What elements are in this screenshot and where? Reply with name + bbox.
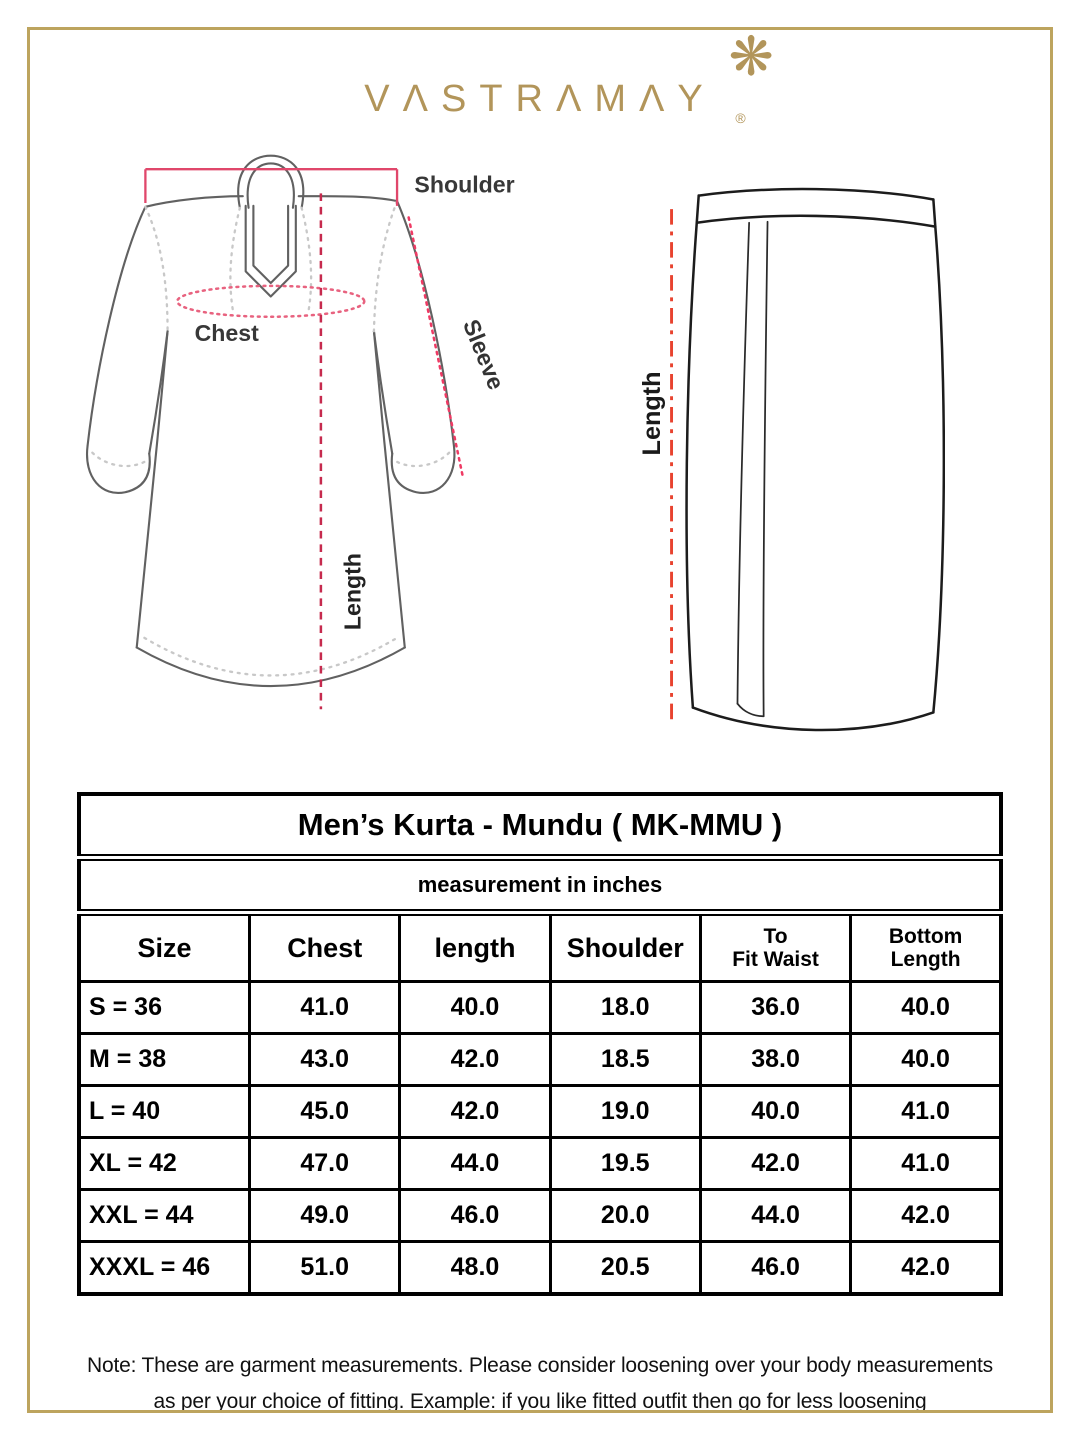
cell-chest: 49.0 [250,1190,400,1242]
cell-to-fit-waist: 42.0 [700,1138,850,1190]
cell-bottom-length: 40.0 [851,982,1001,1034]
cell-size: XXL = 44 [79,1190,250,1242]
cell-to-fit-waist: 40.0 [700,1086,850,1138]
cell-to-fit-waist: 38.0 [700,1034,850,1086]
table-subtitle-row [79,858,1001,913]
cell-shoulder: 18.5 [550,1034,700,1086]
measurement-note [0,1348,1080,1419]
cell-length: 46.0 [400,1190,550,1242]
measurement-diagrams [0,148,1050,754]
table-title: Men’s Kurta - Mundu ( MK-MMU ) [79,794,1001,858]
cell-size: M = 38 [79,1034,250,1086]
cell-bottom-length: 42.0 [851,1242,1001,1295]
kurta-length-label: Length [339,553,366,631]
mundu-length-label: Length [637,371,666,456]
cell-size: XL = 42 [79,1138,250,1190]
column-header-to-fit-waist: To Fit Waist [700,913,850,982]
note-line-2: as per your choice of fitting. Example: if you like fitted outfit then go for less loosening [153,1389,927,1413]
brand-logo [364,27,774,126]
kurta-outline [87,156,454,686]
cell-bottom-length: 41.0 [851,1086,1001,1138]
cell-shoulder: 20.5 [550,1242,700,1295]
floral-ornament-icon: ❋ [728,27,774,87]
registered-trademark-icon: ® [735,110,746,126]
table-subtitle: measurement in inches [79,858,1001,913]
cell-bottom-length: 41.0 [851,1138,1001,1190]
cell-shoulder: 20.0 [550,1190,700,1242]
column-header-size: Size [79,913,250,982]
column-header-length: length [400,913,550,982]
cell-to-fit-waist: 36.0 [700,982,850,1034]
cell-bottom-length: 40.0 [851,1034,1001,1086]
cell-chest: 47.0 [250,1138,400,1190]
kurta-shoulder-label: Shoulder [414,171,515,198]
cell-shoulder: 18.0 [550,982,700,1034]
size-chart-table [77,792,1003,1296]
cell-bottom-length: 42.0 [851,1190,1001,1242]
cell-size: L = 40 [79,1086,250,1138]
kurta-diagram [75,148,615,717]
cell-length: 48.0 [400,1242,550,1295]
cell-length: 42.0 [400,1034,550,1086]
mundu-outline [687,189,944,730]
cell-size: XXXL = 46 [79,1242,250,1295]
table-row [79,1242,1001,1295]
kurta-sleeve-label: Sleeve [458,315,510,394]
cell-to-fit-waist: 44.0 [700,1190,850,1242]
table-row [79,1190,1001,1242]
table-row [79,1034,1001,1086]
cell-chest: 51.0 [250,1242,400,1295]
cell-shoulder: 19.0 [550,1086,700,1138]
cell-size: S = 36 [79,982,250,1034]
table-row [79,982,1001,1034]
column-header-chest: Chest [250,913,400,982]
cell-chest: 41.0 [250,982,400,1034]
table-row [79,1086,1001,1138]
mundu-diagram [625,182,945,754]
cell-length: 40.0 [400,982,550,1034]
table-row [79,1138,1001,1190]
cell-chest: 43.0 [250,1034,400,1086]
mundu-pleat-lines [737,222,767,717]
brand-wordmark: VΛSTRΛMΛY [364,78,716,120]
column-header-shoulder: Shoulder [550,913,700,982]
cell-chest: 45.0 [250,1086,400,1138]
cell-length: 42.0 [400,1086,550,1138]
table-header-row [79,913,1001,982]
brand-header [0,0,1080,126]
table-title-row [79,794,1001,858]
cell-shoulder: 19.5 [550,1138,700,1190]
cell-length: 44.0 [400,1138,550,1190]
kurta-seam-dotted-lines [92,201,449,675]
kurta-chest-label: Chest [194,319,259,346]
column-header-bottom-length: Bottom Length [851,913,1001,982]
note-line-1: Note: These are garment measurements. Please consider loosening over your body measurements [87,1354,993,1378]
cell-to-fit-waist: 46.0 [700,1242,850,1295]
